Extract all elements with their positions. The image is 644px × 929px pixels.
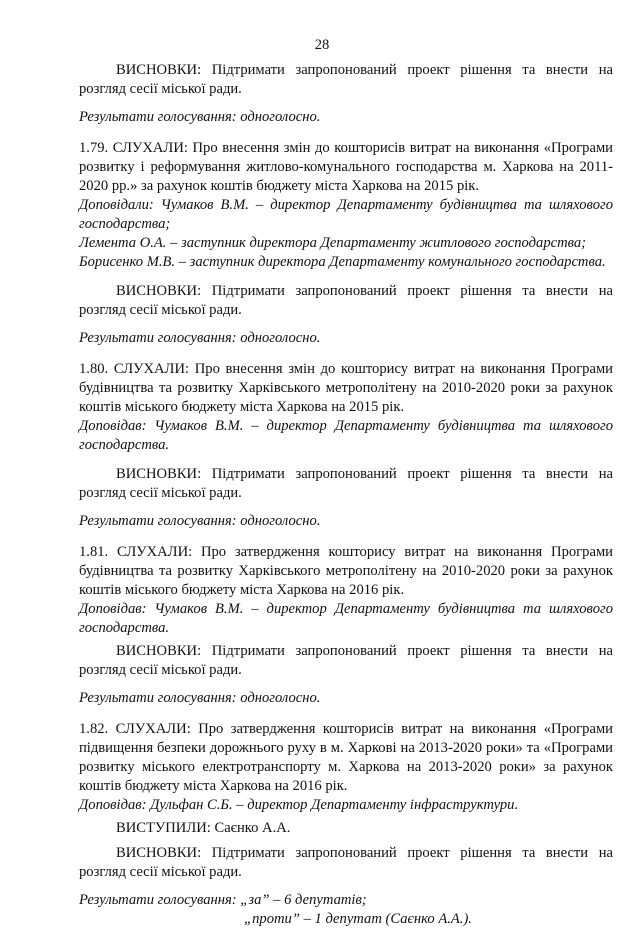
- conclusion-paragraph: ВИСНОВКИ: Підтримати запропонований проект рішення та внести на розгляд сесії міської ради.: [79, 845, 613, 880]
- agenda-item-1-80: [79, 360, 613, 531]
- reporter-line: Борисенко М.В. – заступник директора Департаменту комунального господарства.: [79, 254, 606, 270]
- agenda-item-tail: [79, 61, 613, 127]
- reporter-line: Лемента О.А. – заступник директора Департаменту житлового господарства;: [79, 235, 587, 251]
- reporter-line: Доповідав: Чумаков В.М. – директор Департаменту будівництва та шляхового господарства.: [79, 601, 613, 636]
- reporter-line: Доповідав: Дульфан С.Б. – директор Департаменту інфраструктури.: [79, 797, 519, 813]
- conclusion-paragraph: ВИСНОВКИ: Підтримати запропонований проект рішення та внести на розгляд сесії міської ради.: [79, 62, 613, 97]
- heard-paragraph: 1.80. СЛУХАЛИ: Про внесення змін до кошторису витрат на виконання Програми будівництва та розвитку Харківського метрополітену на 2010-2020 роки за рахунок коштів міського бюджету міста Харкова на 2015 рік.: [79, 361, 613, 415]
- voting-result: Результати голосування: одноголосно.: [79, 513, 321, 529]
- conclusion-paragraph: ВИСНОВКИ: Підтримати запропонований проект рішення та внести на розгляд сесії міської ради.: [79, 283, 613, 318]
- heard-paragraph: 1.79. СЛУХАЛИ: Про внесення змін до кошторисів витрат на виконання «Програми розвитку і реформування житлово-комунального господарства м. Харкова на 2011-2020 рр.» за рахунок коштів бюджету міста Харкова на 2015 рік.: [79, 140, 613, 194]
- page-number: 28: [314, 37, 330, 53]
- voting-result: Результати голосування: „за” – 6 депутатів;: [79, 892, 367, 908]
- reporter-line: Доповідали: Чумаков В.М. – директор Департаменту будівництва та шляхового господарства;: [79, 197, 613, 232]
- reporter-line: Доповідав: Чумаков В.М. – директор Департаменту будівництва та шляхового господарства.: [79, 418, 613, 453]
- conclusion-paragraph: ВИСНОВКИ: Підтримати запропонований проект рішення та внести на розгляд сесії міської ради.: [79, 643, 613, 678]
- agenda-item-1-81: [79, 543, 613, 708]
- agenda-item-1-82: [79, 720, 613, 929]
- document-body: [79, 61, 613, 929]
- heard-paragraph: 1.82. СЛУХАЛИ: Про затвердження кошторисів витрат на виконання «Програми підвищення безпеки дорожнього руху в м. Харкові на 2013-2020 роки» та «Програми розвитку міського електротранспорту м. Харкова на 2013-2020 роки» за рахунок коштів бюджету міста Харкова на 2016 рік.: [79, 721, 613, 794]
- conclusion-paragraph: ВИСНОВКИ: Підтримати запропонований проект рішення та внести на розгляд сесії міської ради.: [79, 466, 613, 501]
- agenda-item-1-79: [79, 139, 613, 348]
- voting-result: Результати голосування: одноголосно.: [79, 690, 321, 706]
- speakers-line: ВИСТУПИЛИ: Саєнко А.А.: [116, 820, 291, 836]
- voting-result-continuation: „проти” – 1 депутат (Саєнко А.А.).: [244, 911, 472, 927]
- heard-paragraph: 1.81. СЛУХАЛИ: Про затвердження кошторису витрат на виконання Програми будівництва та розвитку Харківського метрополітену на 2010-2020 роки за рахунок коштів міського бюджету міста Харкова на 2016 рік.: [79, 544, 613, 598]
- voting-result: Результати голосування: одноголосно.: [79, 330, 321, 346]
- voting-result: Результати голосування: одноголосно.: [79, 109, 321, 125]
